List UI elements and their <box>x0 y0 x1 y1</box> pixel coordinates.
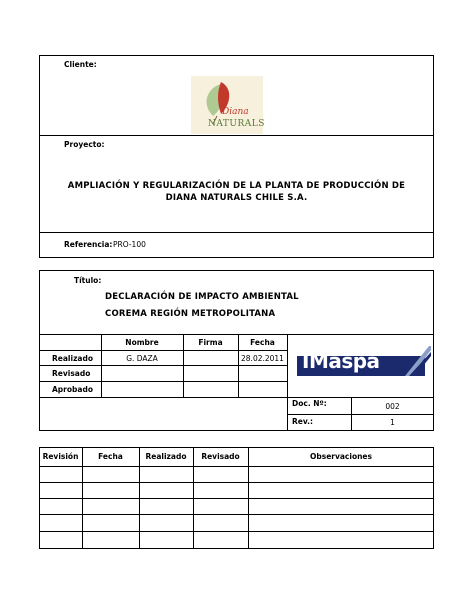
rev-label: Rev.: <box>292 417 313 426</box>
approval-row-label: Realizado <box>52 354 94 363</box>
approval-header-firma: Firma <box>198 338 223 347</box>
project-title-line2: DIANA NATURALS CHILE S.A. <box>165 193 308 203</box>
project-label: Proyecto: <box>64 140 105 149</box>
revisions-header: Revisión <box>42 452 79 461</box>
document-title-label: Título: <box>74 276 102 285</box>
approval-header-nombre: Nombre <box>125 338 159 347</box>
approval-row-fecha: 28.02.2011 <box>241 354 284 363</box>
client-label: Cliente: <box>64 60 97 69</box>
approval-row-label: Revisado <box>52 369 91 378</box>
reference-label: Referencia: <box>64 240 113 249</box>
revisions-header: Fecha <box>98 452 123 461</box>
company-logo-text: IMaspa <box>302 349 380 373</box>
approval-header-fecha: Fecha <box>250 338 275 347</box>
project-title-line1: AMPLIACIÓN Y REGULARIZACIÓN DE LA PLANTA DE PRODUCCIÓN DE <box>67 181 406 191</box>
revisions-header: Realizado <box>145 452 187 461</box>
document-title-line2: COREMA REGIÓN METROPOLITANA <box>105 309 276 319</box>
logo-script-text: Diana <box>222 107 249 117</box>
approval-row-label: Aprobado <box>52 385 93 394</box>
reference-value: PRO-100 <box>113 240 146 249</box>
revisions-header: Revisado <box>201 452 240 461</box>
logo-brand-text: NATURALS <box>208 119 265 129</box>
revisions-header: Observaciones <box>309 452 372 461</box>
approval-row-nombre: G. DAZA <box>126 354 158 363</box>
doc-no-value: 002 <box>385 402 400 411</box>
document-title-line1: DECLARACIÓN DE IMPACTO AMBIENTAL <box>105 292 299 302</box>
doc-no-label: Doc. Nº: <box>292 399 327 408</box>
rev-value: 1 <box>390 418 395 427</box>
